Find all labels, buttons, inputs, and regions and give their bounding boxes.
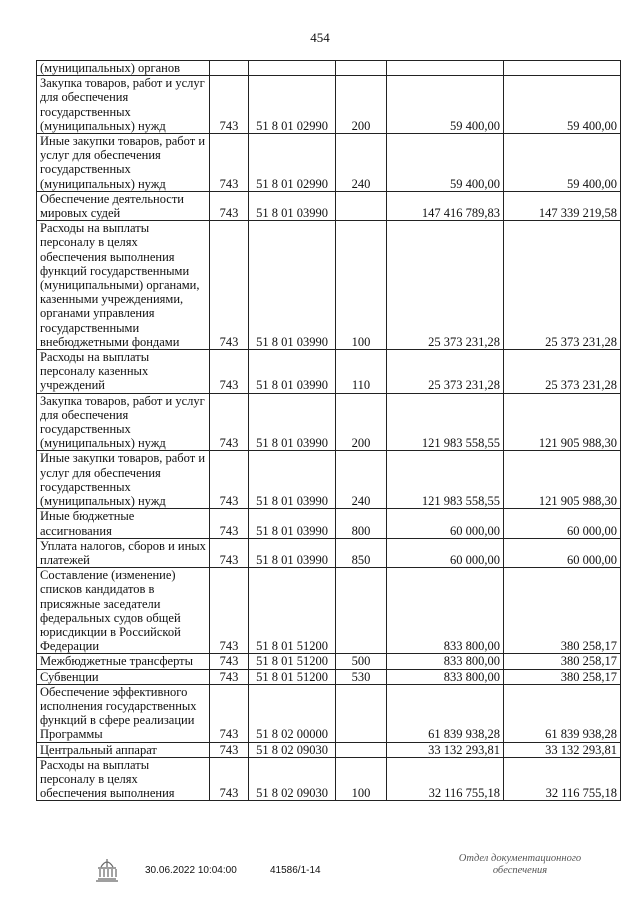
- table-row: [37, 221, 621, 350]
- row-csr: 51 8 01 03990: [249, 393, 336, 451]
- row-code: 743: [210, 669, 249, 684]
- row-vr: 200: [336, 76, 387, 134]
- row-amount-actual: 121 905 988,30: [504, 393, 621, 451]
- row-amount-actual: 121 905 988,30: [504, 451, 621, 509]
- row-amount-actual: 60 000,00: [504, 509, 621, 538]
- row-amount-plan: 833 800,00: [387, 669, 504, 684]
- row-name: (муниципальных) органов: [37, 61, 210, 76]
- table-row: [37, 451, 621, 509]
- row-name: Иные бюджетные ассигнования: [37, 509, 210, 538]
- row-csr: 51 8 02 09030: [249, 742, 336, 757]
- duma-emblem-icon: [92, 855, 122, 885]
- row-code: 743: [210, 221, 249, 350]
- row-code: 743: [210, 393, 249, 451]
- row-vr: 850: [336, 538, 387, 567]
- row-csr: 51 8 01 02990: [249, 134, 336, 192]
- row-csr: 51 8 02 00000: [249, 684, 336, 742]
- row-name: Иные закупки товаров, работ и услуг для обеспечения государственных (муниципальных) нужд: [37, 451, 210, 509]
- table-row: [37, 654, 621, 669]
- row-amount-actual: 60 000,00: [504, 538, 621, 567]
- table-row: [37, 509, 621, 538]
- row-name: Обеспечение деятельности мировых судей: [37, 191, 210, 220]
- row-amount-actual: 33 132 293,81: [504, 742, 621, 757]
- row-code: 743: [210, 538, 249, 567]
- row-code: 743: [210, 134, 249, 192]
- row-code: 743: [210, 684, 249, 742]
- row-name: Межбюджетные трансферты: [37, 654, 210, 669]
- row-csr: 51 8 01 51200: [249, 669, 336, 684]
- row-vr: [336, 568, 387, 654]
- row-name: Расходы на выплаты персоналу в целях обеспечения выполнения функций государственными (муниципальными) органами, казенными учреждениями, органами управления государственными внебюджетными фондами: [37, 221, 210, 350]
- budget-table: [36, 60, 621, 801]
- row-csr: 51 8 01 03990: [249, 221, 336, 350]
- row-amount-plan: [387, 61, 504, 76]
- table-row: [37, 538, 621, 567]
- row-code: 743: [210, 757, 249, 801]
- row-vr: 240: [336, 451, 387, 509]
- row-amount-actual: 61 839 938,28: [504, 684, 621, 742]
- row-amount-plan: 833 800,00: [387, 568, 504, 654]
- row-csr: 51 8 01 03990: [249, 350, 336, 394]
- row-vr: 200: [336, 393, 387, 451]
- row-code: 743: [210, 509, 249, 538]
- row-vr: 100: [336, 221, 387, 350]
- row-amount-plan: 61 839 938,28: [387, 684, 504, 742]
- row-vr: 100: [336, 757, 387, 801]
- table-row: [37, 684, 621, 742]
- table-row: [37, 350, 621, 394]
- row-vr: 500: [336, 654, 387, 669]
- row-vr: [336, 61, 387, 76]
- row-code: 743: [210, 654, 249, 669]
- row-vr: 530: [336, 669, 387, 684]
- row-amount-plan: 33 132 293,81: [387, 742, 504, 757]
- row-vr: 800: [336, 509, 387, 538]
- table-row: [37, 742, 621, 757]
- row-amount-plan: 59 400,00: [387, 134, 504, 192]
- row-vr: [336, 684, 387, 742]
- table-row: [37, 76, 621, 134]
- table-row: [37, 393, 621, 451]
- row-amount-actual: 25 373 231,28: [504, 350, 621, 394]
- row-csr: 51 8 01 03990: [249, 538, 336, 567]
- row-csr: 51 8 01 51200: [249, 568, 336, 654]
- row-csr: 51 8 01 03990: [249, 509, 336, 538]
- row-csr: 51 8 01 51200: [249, 654, 336, 669]
- department-stamp: Отдел документационного обеспечения: [458, 853, 582, 876]
- row-name: Субвенции: [37, 669, 210, 684]
- row-csr: [249, 61, 336, 76]
- table-row: [37, 757, 621, 801]
- row-amount-plan: 25 373 231,28: [387, 221, 504, 350]
- row-name: Составление (изменение) списков кандидатов в присяжные заседатели федеральных судов общей юрисдикции в Российской Федерации: [37, 568, 210, 654]
- row-amount-plan: 147 416 789,83: [387, 191, 504, 220]
- row-amount-actual: 59 400,00: [504, 134, 621, 192]
- row-name: Иные закупки товаров, работ и услуг для обеспечения государственных (муниципальных) нужд: [37, 134, 210, 192]
- row-code: 743: [210, 76, 249, 134]
- row-name: Расходы на выплаты персоналу казенных учреждений: [37, 350, 210, 394]
- row-code: 743: [210, 350, 249, 394]
- row-amount-actual: 59 400,00: [504, 76, 621, 134]
- row-amount-actual: [504, 61, 621, 76]
- row-vr: [336, 742, 387, 757]
- row-name: Обеспечение эффективного исполнения государственных функций в сфере реализации Программы: [37, 684, 210, 742]
- footer-doc-number: 41586/1-14: [270, 865, 321, 876]
- row-vr: [336, 191, 387, 220]
- row-vr: 110: [336, 350, 387, 394]
- page-number: 454: [310, 30, 330, 45]
- row-name: Центральный аппарат: [37, 742, 210, 757]
- row-amount-plan: 833 800,00: [387, 654, 504, 669]
- row-code: 743: [210, 568, 249, 654]
- row-code: 743: [210, 451, 249, 509]
- row-name: Закупка товаров, работ и услуг для обеспечения государственных (муниципальных) нужд: [37, 393, 210, 451]
- row-code: 743: [210, 742, 249, 757]
- row-amount-plan: 59 400,00: [387, 76, 504, 134]
- row-csr: 51 8 02 09030: [249, 757, 336, 801]
- row-code: 743: [210, 191, 249, 220]
- table-row: [37, 61, 621, 76]
- row-name: Закупка товаров, работ и услуг для обеспечения государственных (муниципальных) нужд: [37, 76, 210, 134]
- row-csr: 51 8 01 03990: [249, 451, 336, 509]
- table-row: [37, 568, 621, 654]
- table-row: [37, 134, 621, 192]
- row-amount-actual: 25 373 231,28: [504, 221, 621, 350]
- footer-datetime: 30.06.2022 10:04:00: [145, 865, 237, 876]
- row-vr: 240: [336, 134, 387, 192]
- row-amount-plan: 121 983 558,55: [387, 451, 504, 509]
- row-amount-plan: 25 373 231,28: [387, 350, 504, 394]
- row-amount-plan: 60 000,00: [387, 509, 504, 538]
- table-row: [37, 669, 621, 684]
- row-amount-plan: 32 116 755,18: [387, 757, 504, 801]
- row-amount-plan: 121 983 558,55: [387, 393, 504, 451]
- row-csr: 51 8 01 03990: [249, 191, 336, 220]
- row-name: Уплата налогов, сборов и иных платежей: [37, 538, 210, 567]
- row-code: [210, 61, 249, 76]
- row-name: Расходы на выплаты персоналу в целях обеспечения выполнения: [37, 757, 210, 801]
- row-amount-actual: 32 116 755,18: [504, 757, 621, 801]
- table-row: [37, 191, 621, 220]
- budget-table-body: [37, 61, 621, 801]
- row-csr: 51 8 01 02990: [249, 76, 336, 134]
- row-amount-actual: 147 339 219,58: [504, 191, 621, 220]
- row-amount-plan: 60 000,00: [387, 538, 504, 567]
- page-footer: [0, 853, 640, 893]
- row-amount-actual: 380 258,17: [504, 654, 621, 669]
- row-amount-actual: 380 258,17: [504, 568, 621, 654]
- row-amount-actual: 380 258,17: [504, 669, 621, 684]
